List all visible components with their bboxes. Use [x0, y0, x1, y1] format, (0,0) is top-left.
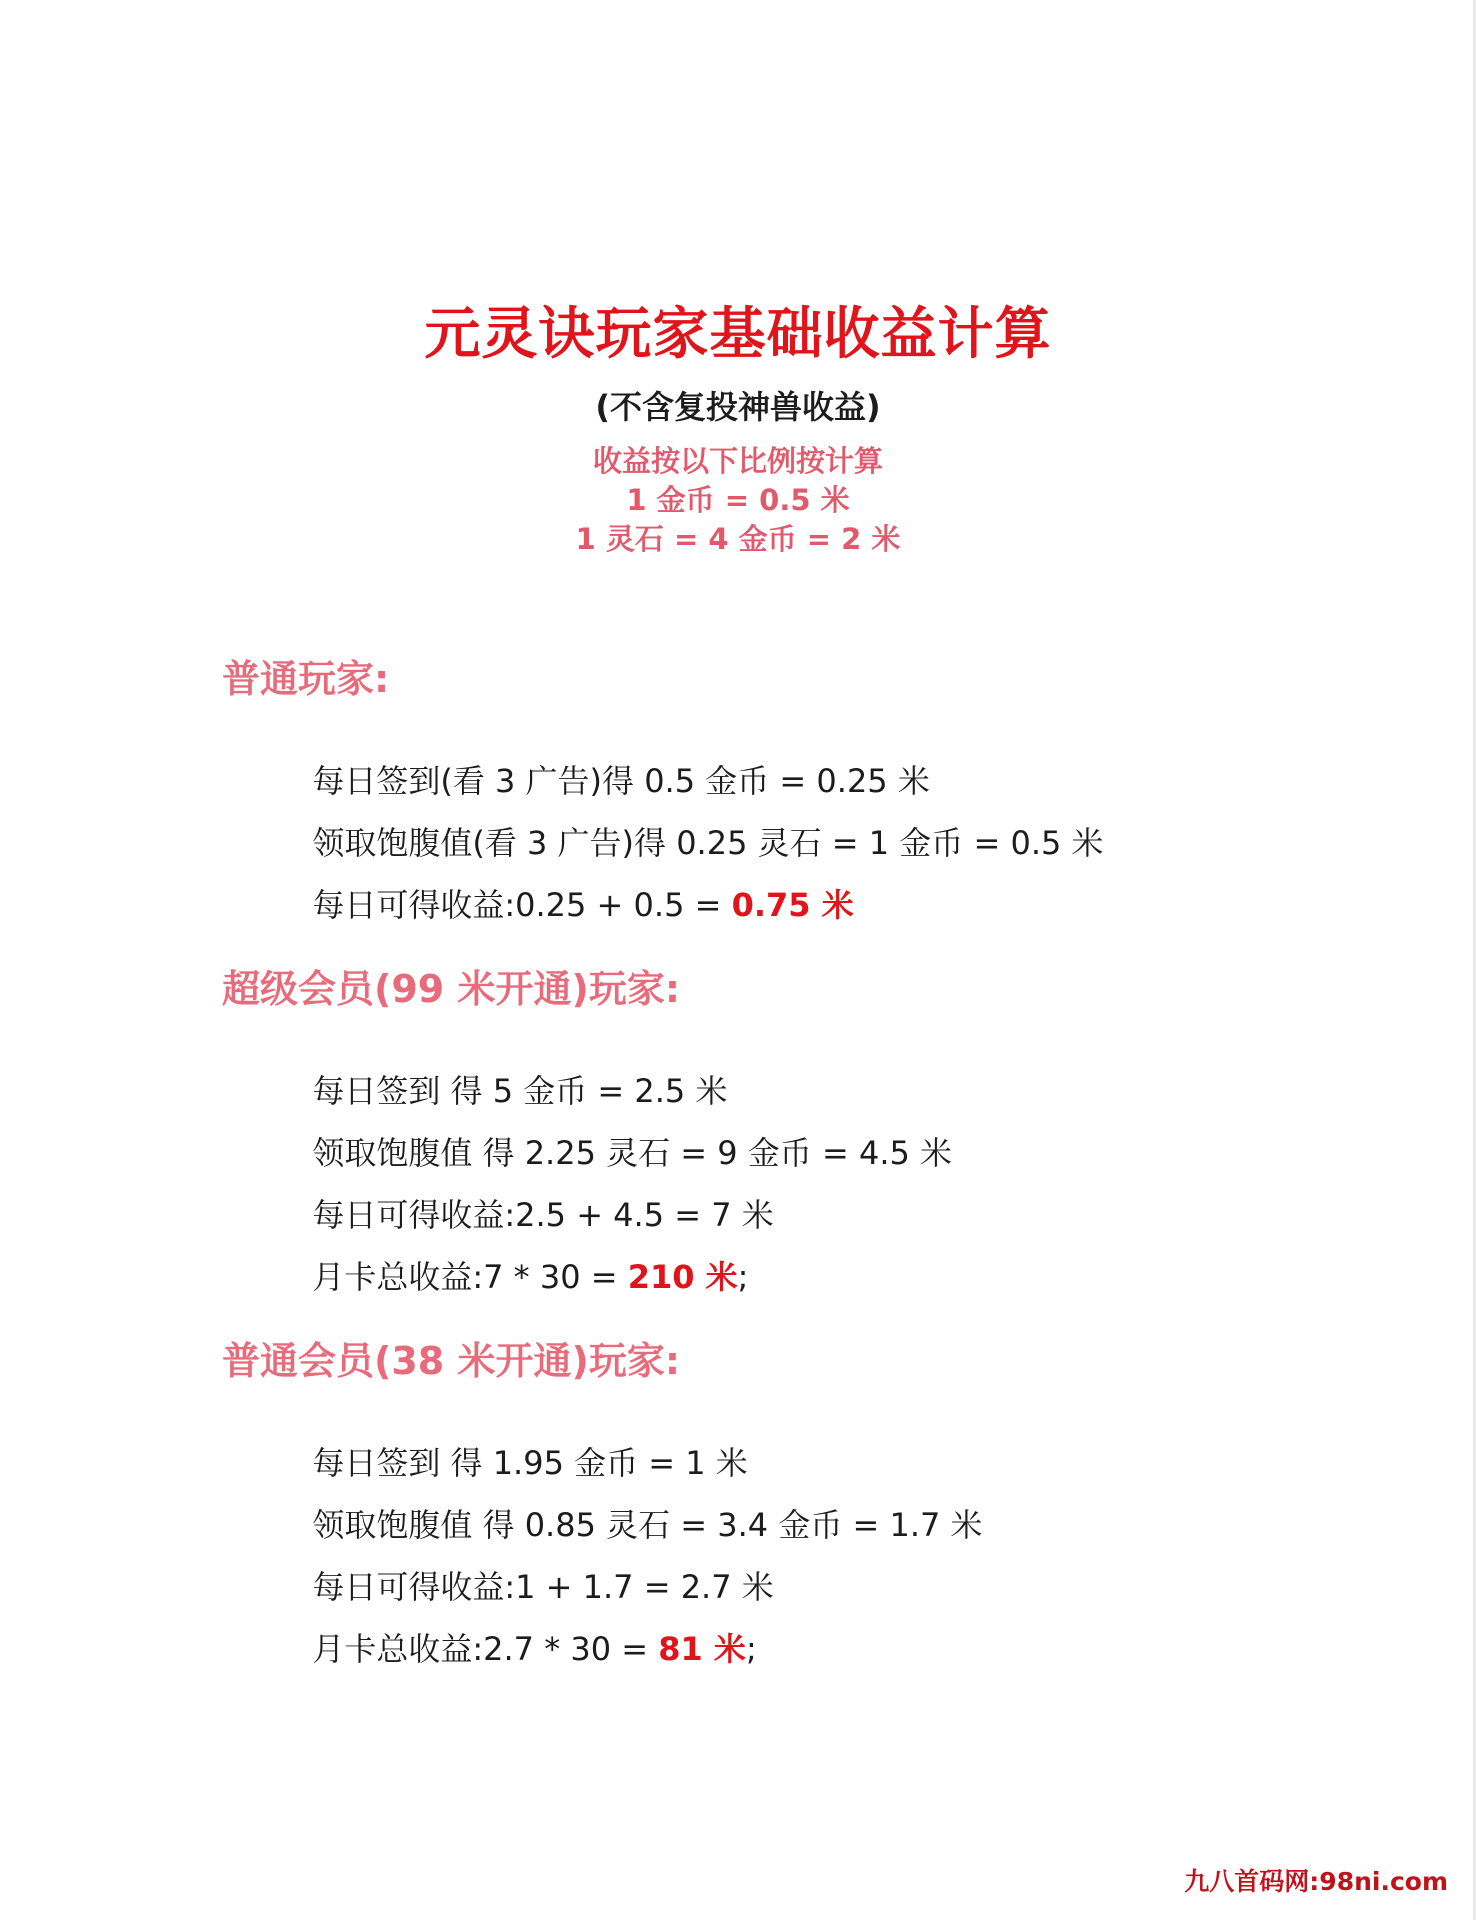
- line-suffix: ;: [745, 1630, 757, 1668]
- line-text: 领取饱腹值(看 3 广告)得 0.25 灵石 = 1 金币 = 0.5 米: [312, 824, 1104, 862]
- ratio-line-gold: 1 金币 = 0.5 米: [626, 483, 850, 517]
- highlight-total: 81 米: [658, 1630, 746, 1668]
- section-line: [292, 1586, 757, 1670]
- section-line: [292, 842, 854, 926]
- line-text: 每日可得收益:2.5 + 4.5 = 7 米: [312, 1196, 774, 1234]
- line-suffix: ;: [737, 1258, 749, 1296]
- line-text: 每日签到(看 3 广告)得 0.5 金币 = 0.25 米: [312, 762, 930, 800]
- highlight-total: 0.75 米: [731, 886, 854, 924]
- highlight-total: 210 米: [627, 1258, 738, 1296]
- line-text: 月卡总收益:2.7 * 30 =: [312, 1630, 659, 1668]
- ratio-line-heading: 收益按以下比例按计算: [592, 444, 883, 478]
- section-heading-normal-player: 普通玩家:: [222, 657, 390, 701]
- section-line: [292, 1214, 748, 1298]
- line-text: 领取饱腹值 得 0.85 灵石 = 3.4 金币 = 1.7 米: [312, 1506, 983, 1544]
- section-heading-normal-member: 普通会员(38 米开通)玩家:: [222, 1339, 681, 1383]
- line-text: 领取饱腹值 得 2.25 灵石 = 9 金币 = 4.5 米: [312, 1134, 953, 1172]
- ratio-block: [0, 442, 1476, 559]
- line-text: 月卡总收益:7 * 30 =: [312, 1258, 628, 1296]
- section-heading-super-member: 超级会员(99 米开通)玩家:: [222, 967, 681, 1011]
- line-text: 每日可得收益:0.25 + 0.5 =: [312, 886, 732, 924]
- line-text: 每日可得收益:1 + 1.7 = 2.7 米: [312, 1568, 774, 1606]
- line-text: 每日签到 得 5 金币 = 2.5 米: [312, 1072, 728, 1110]
- page-title: 元灵诀玩家基础收益计算: [424, 302, 1052, 367]
- page-subtitle: (不含复投神兽收益): [595, 388, 881, 426]
- ratio-line-stone: 1 灵石 = 4 金币 = 2 米: [575, 522, 901, 556]
- watermark: 九八首码网:98ni.com: [1184, 1867, 1448, 1896]
- line-text: 每日签到 得 1.95 金币 = 1 米: [312, 1444, 748, 1482]
